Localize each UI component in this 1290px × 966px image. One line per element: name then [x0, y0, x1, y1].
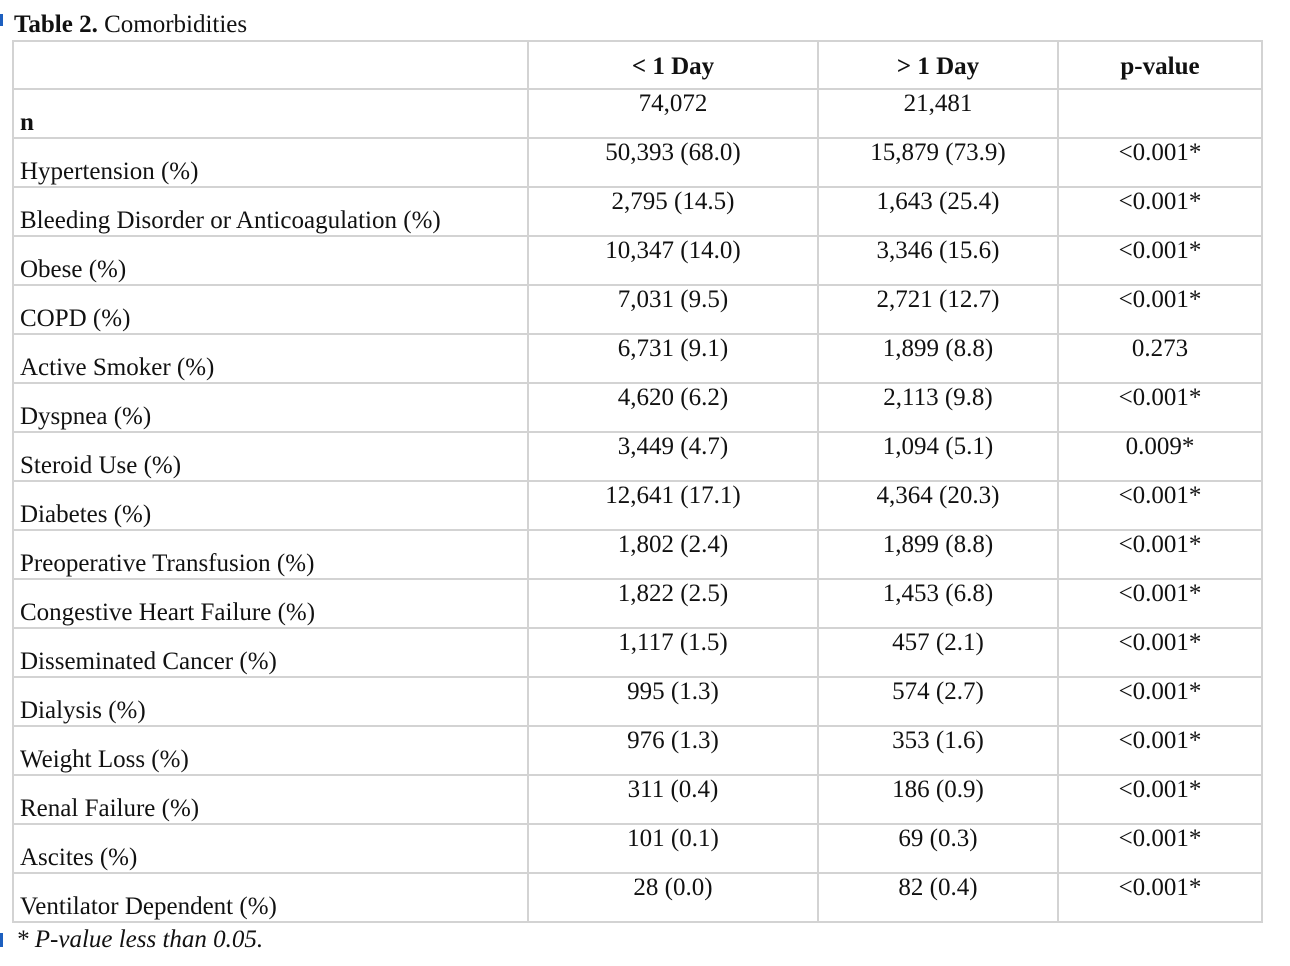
cell-more-than-1-day: 2,113 (9.8) — [818, 383, 1058, 432]
cell-less-than-1-day: 1,802 (2.4) — [528, 530, 818, 579]
edge-marker-bottom — [0, 933, 3, 947]
cell-less-than-1-day: 995 (1.3) — [528, 677, 818, 726]
cell-more-than-1-day: 1,453 (6.8) — [818, 579, 1058, 628]
row-label: Ventilator Dependent (%) — [13, 873, 528, 922]
row-label: Weight Loss (%) — [13, 726, 528, 775]
cell-less-than-1-day: 4,620 (6.2) — [528, 383, 818, 432]
cell-more-than-1-day: 1,899 (8.8) — [818, 530, 1058, 579]
row-label: Steroid Use (%) — [13, 432, 528, 481]
table-caption-label: Table 2. — [14, 11, 98, 38]
header-less-than-1-day: < 1 Day — [528, 41, 818, 89]
cell-more-than-1-day: 574 (2.7) — [818, 677, 1058, 726]
header-label-cell — [13, 41, 528, 89]
cell-more-than-1-day: 3,346 (15.6) — [818, 236, 1058, 285]
table-row — [13, 138, 1262, 187]
cell-less-than-1-day: 50,393 (68.0) — [528, 138, 818, 187]
cell-more-than-1-day: 15,879 (73.9) — [818, 138, 1058, 187]
header-p-value: p-value — [1058, 41, 1262, 89]
table-row — [13, 530, 1262, 579]
cell-less-than-1-day: 1,117 (1.5) — [528, 628, 818, 677]
table-row — [13, 824, 1262, 873]
cell-p-value: <0.001* — [1058, 726, 1262, 775]
table-row — [13, 579, 1262, 628]
row-label: Congestive Heart Failure (%) — [13, 579, 528, 628]
cell-more-than-1-day: 1,094 (5.1) — [818, 432, 1058, 481]
n-row — [13, 89, 1262, 138]
cell-more-than-1-day: 457 (2.1) — [818, 628, 1058, 677]
header-row — [13, 41, 1262, 89]
row-label: Dyspnea (%) — [13, 383, 528, 432]
cell-less-than-1-day: 1,822 (2.5) — [528, 579, 818, 628]
table-caption-title: Comorbidities — [104, 11, 248, 38]
cell-less-than-1-day: 74,072 — [528, 89, 818, 138]
row-label: Dialysis (%) — [13, 677, 528, 726]
cell-p-value: <0.001* — [1058, 138, 1262, 187]
cell-less-than-1-day: 101 (0.1) — [528, 824, 818, 873]
cell-more-than-1-day: 69 (0.3) — [818, 824, 1058, 873]
row-label: n — [13, 89, 528, 138]
table-row — [13, 236, 1262, 285]
table-body — [13, 89, 1262, 922]
cell-p-value: <0.001* — [1058, 187, 1262, 236]
cell-more-than-1-day: 186 (0.9) — [818, 775, 1058, 824]
cell-more-than-1-day: 1,643 (25.4) — [818, 187, 1058, 236]
cell-p-value: <0.001* — [1058, 236, 1262, 285]
cell-more-than-1-day: 1,899 (8.8) — [818, 334, 1058, 383]
table-row — [13, 775, 1262, 824]
cell-less-than-1-day: 2,795 (14.5) — [528, 187, 818, 236]
edge-marker-top — [0, 14, 3, 26]
cell-less-than-1-day: 28 (0.0) — [528, 873, 818, 922]
cell-less-than-1-day: 3,449 (4.7) — [528, 432, 818, 481]
table-row — [13, 334, 1262, 383]
cell-more-than-1-day: 21,481 — [818, 89, 1058, 138]
table-row — [13, 383, 1262, 432]
cell-p-value: <0.001* — [1058, 824, 1262, 873]
row-label: Diabetes (%) — [13, 481, 528, 530]
cell-p-value: <0.001* — [1058, 628, 1262, 677]
table-row — [13, 432, 1262, 481]
row-label: Preoperative Transfusion (%) — [13, 530, 528, 579]
row-label: Ascites (%) — [13, 824, 528, 873]
cell-more-than-1-day: 4,364 (20.3) — [818, 481, 1058, 530]
cell-p-value: <0.001* — [1058, 530, 1262, 579]
cell-p-value: 0.009* — [1058, 432, 1262, 481]
cell-p-value: <0.001* — [1058, 677, 1262, 726]
cell-less-than-1-day: 10,347 (14.0) — [528, 236, 818, 285]
table-row — [13, 187, 1262, 236]
cell-less-than-1-day: 976 (1.3) — [528, 726, 818, 775]
row-label: Disseminated Cancer (%) — [13, 628, 528, 677]
cell-less-than-1-day: 12,641 (17.1) — [528, 481, 818, 530]
table-row — [13, 285, 1262, 334]
row-label: Bleeding Disorder or Anticoagulation (%) — [13, 187, 528, 236]
row-label: Hypertension (%) — [13, 138, 528, 187]
cell-more-than-1-day: 2,721 (12.7) — [818, 285, 1058, 334]
row-label: Active Smoker (%) — [13, 334, 528, 383]
cell-p-value: <0.001* — [1058, 579, 1262, 628]
cell-p-value: 0.273 — [1058, 334, 1262, 383]
cell-p-value — [1058, 89, 1262, 138]
comorbidities-table — [12, 40, 1263, 923]
cell-p-value: <0.001* — [1058, 481, 1262, 530]
cell-p-value: <0.001* — [1058, 873, 1262, 922]
cell-less-than-1-day: 7,031 (9.5) — [528, 285, 818, 334]
table-caption — [14, 10, 247, 40]
cell-p-value: <0.001* — [1058, 285, 1262, 334]
table-row — [13, 873, 1262, 922]
row-label: COPD (%) — [13, 285, 528, 334]
row-label: Obese (%) — [13, 236, 528, 285]
table-row — [13, 481, 1262, 530]
cell-less-than-1-day: 311 (0.4) — [528, 775, 818, 824]
cell-p-value: <0.001* — [1058, 775, 1262, 824]
table-row — [13, 677, 1262, 726]
table-row — [13, 726, 1262, 775]
row-label: Renal Failure (%) — [13, 775, 528, 824]
table-row — [13, 628, 1262, 677]
cell-less-than-1-day: 6,731 (9.1) — [528, 334, 818, 383]
header-more-than-1-day: > 1 Day — [818, 41, 1058, 89]
cell-more-than-1-day: 82 (0.4) — [818, 873, 1058, 922]
cell-p-value: <0.001* — [1058, 383, 1262, 432]
cell-more-than-1-day: 353 (1.6) — [818, 726, 1058, 775]
table-footnote: * P-value less than 0.05. — [16, 926, 264, 953]
